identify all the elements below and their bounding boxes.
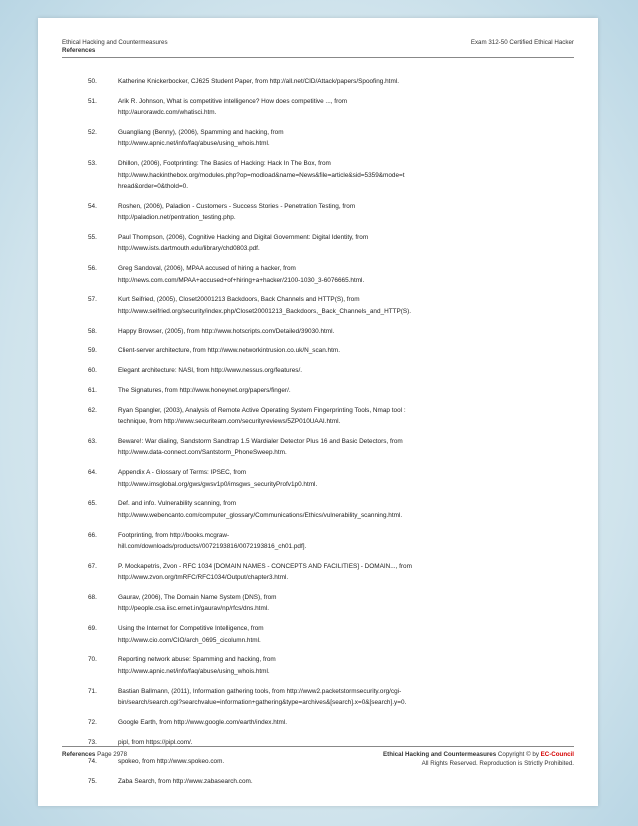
reference-number: 73. [88,738,97,746]
reference-line: http://www.imsglobal.org/gws/gwsv1p0/imsgws_securityProfv1p0.html. [118,480,318,488]
reference-text [118,232,574,255]
reference-line: Google Earth, from http://www.google.com/earth/index.html. [118,718,288,726]
reference-number: 56. [88,265,97,273]
reference-number: 51. [88,97,97,105]
reference-number: 67. [88,562,97,570]
reference-text [118,530,574,553]
page-footer-right [383,751,574,768]
reference-line: http://www.zvon.org/tmRFC/RFC1034/Output/chapter3.html. [118,574,289,582]
reference-line: Elegant architecture: NASl, from http://www.nessus.org/features/. [118,367,302,375]
reference-line: Dhillon, (2006), Footprinting: The Basics of Hacking: Hack In The Box, from [118,160,331,168]
reference-text [118,365,574,376]
reference-number: 66. [88,531,97,539]
reference-line: Reporting network abuse: Spamming and hacking, from [118,656,276,664]
exam-title: Exam 312-50 Certified Ethical Hacker [470,39,574,46]
reference-text [118,592,574,615]
reference-line: http://people.csa.iisc.ernet.in/gaurav/np/rfcs/dns.html. [118,605,269,613]
reference-line: http://aurorawdc.com/whatisci.htm. [118,109,217,117]
reference-line: Kurt Seifried, (2005), Closet20001213 Backdoors, Back Channels and HTTP(S), from [118,296,360,304]
footer-section: References [62,751,96,758]
reference-text [118,201,574,224]
reference-number: 55. [88,234,97,241]
reference-text [118,76,574,87]
document-page [38,18,598,806]
reference-line: hread&order=0&thold=0. [118,183,188,190]
reference-number: 57. [88,296,97,304]
page-number: Page 2978 [97,751,128,758]
reference-text [118,96,574,119]
reference-text [118,436,574,459]
reference-number: 72. [88,718,97,726]
reference-line: Arik R. Johnson, What is competitive intelligence? How does competitive ..., from [118,97,348,105]
reference-line: Roshen, (2006), Paladion - Customers - Success Stories - Penetration Testing, from [118,202,356,210]
reference-line: The Signatures, from http://www.honeynet.org/papers/finger/. [118,387,291,394]
reference-line: http://news.com.com/MPAA+accused+of+hiring+a+hacker/2100-1030_3-6076665.html. [118,276,365,284]
reference-line: bin/search/search.cgi?searchvalue=information+gathering&type=archives&[search].x=0&[search].y=0. [118,699,407,706]
reference-text [118,717,574,728]
reference-line: technique, from http://www.securiteam.com/securityreviews/5ZP010UAAI.html. [118,418,341,426]
reference-number: 60. [88,367,97,375]
reference-number: 59. [88,347,97,355]
reference-line: Gaurav, (2006), The Domain Name System (DNS), from [118,594,277,601]
page-footer-left [62,751,127,758]
reference-text [118,405,574,428]
footer-brand: Ethical Hacking and Countermeasures [383,751,497,758]
reference-number: 64. [88,469,97,477]
reference-text [118,467,574,490]
publisher-logo: EC-Council [540,751,574,758]
reference-line: Footprinting, from http://books.mcgraw- [118,531,230,539]
reference-number: 58. [88,327,97,335]
book-title: Ethical Hacking and Countermeasures [62,39,168,46]
reference-line: http://www.data-connect.com/Santstorm_PhoneSweep.htm. [118,449,287,457]
reference-line: hill.com/downloads/products//0072193816/0072193816_ch01.pdf]. [118,543,307,550]
reference-line: Def. and info. Vulnerability scanning, from [118,500,237,508]
reference-text [118,345,574,356]
reference-line: http://www.cio.com/CIO/arch_0695_cicolumn.html. [118,636,261,644]
reference-line: Client-server architecture, from http://www.networkintrusion.co.uk/N_scan.htm. [118,347,340,355]
reference-line: Guangliang (Benny), (2006), Spamming and hacking, from [118,129,284,136]
reference-line: Ryan Spangler, (2003), Analysis of Remote Active Operating System Fingerprinting Tools, Nmap tool : [118,406,406,414]
reference-number: 61. [88,387,97,394]
reference-line: Beware!: War dialing, Sandstorm Sandtrap 1.5 Wardialer Detector Plus 16 and Basic Detectors, from [118,438,403,445]
reference-line: Paul Thompson, (2006), Cognitive Hacking and Digital Government: Digital Identity, from [118,234,369,241]
reference-number: 54. [88,202,97,210]
reference-number: 63. [88,438,97,445]
reference-line: Greg Sandoval, (2006), MPAA accused of hiring a hacker, from [118,265,296,273]
reference-number: 68. [88,594,97,601]
reference-line: http://www.apnic.net/info/faq/abuse/using_whois.html. [118,140,270,148]
reference-number: 50. [88,78,97,85]
reference-line: http://www.hackinthebox.org/modules.php?op=modload&name=News&file=article&sid=5359&mode=t [118,171,405,179]
reference-line: http://www.webencanto.com/computer_glossary/Communications/Ethics/vulnerability_scanning.html. [118,511,403,519]
reference-line: http://paladion.net/pentration_testing.php. [118,214,236,222]
reference-line: spokeo, from http://www.spokeo.com. [118,758,225,766]
reference-text [118,127,574,150]
reference-list [38,18,598,806]
reference-line: P. Mockapetris, Zvon - RFC 1034 [DOMAIN NAMES - CONCEPTS AND FACILITIES] - DOMAIN..., from [118,562,412,570]
reference-text [118,776,574,787]
footer-divider [62,746,574,747]
reference-line: Happy Browser, (2005), from http://www.hotscripts.com/Detailed/39030.html. [118,327,335,335]
reference-line: pipl, from https://pipl.com/. [118,738,193,746]
reference-line: Katherine Knickerbocker, CJ625 Student Paper, from http://all.net/CID/Attack/papers/Spoofing.html. [118,78,399,85]
reference-text [118,654,574,677]
footer-rights: All Rights Reserved. Reproduction is Strictly Prohibited. [421,759,574,767]
reference-number: 62. [88,406,97,414]
reference-text [118,498,574,521]
reference-number: 65. [88,500,97,508]
reference-line: Bastian Ballmann, (2011), Information gathering tools, from http://www2.packetstormsecurity.org/cgi- [118,687,402,695]
reference-text [118,158,574,192]
reference-line: http://www.apnic.net/info/faq/abuse/using_whois.html. [118,667,270,675]
reference-line: http://www.seifried.org/security/index.php/Closet20001213_Backdoors,_Back_Channels_and_HTTP(S). [118,307,412,315]
reference-number: 53. [88,160,97,168]
footer-copyright: Copyright © by [497,751,539,758]
reference-number: 52. [88,129,97,136]
reference-text [118,294,574,317]
reference-line: http://www.ists.dartmouth.edu/library/chd0803.pdf. [118,245,260,253]
reference-number: 70. [88,656,97,664]
reference-text [118,686,574,709]
reference-text [118,623,574,646]
reference-number: 69. [88,625,97,633]
reference-line: Using the Internet for Competitive Intelligence, from [118,625,264,633]
reference-text [118,263,574,286]
reference-number: 74. [88,758,97,766]
reference-number: 75. [88,778,97,786]
reference-number: 71. [88,687,97,695]
reference-text [118,385,574,396]
section-title: References [62,47,96,54]
reference-line: Zaba Search, from http://www.zabasearch.com. [118,778,253,786]
reference-text [118,326,574,337]
reference-line: Appendix A - Glossary of Terms: IPSEC, from [118,469,247,477]
reference-text [118,561,574,584]
